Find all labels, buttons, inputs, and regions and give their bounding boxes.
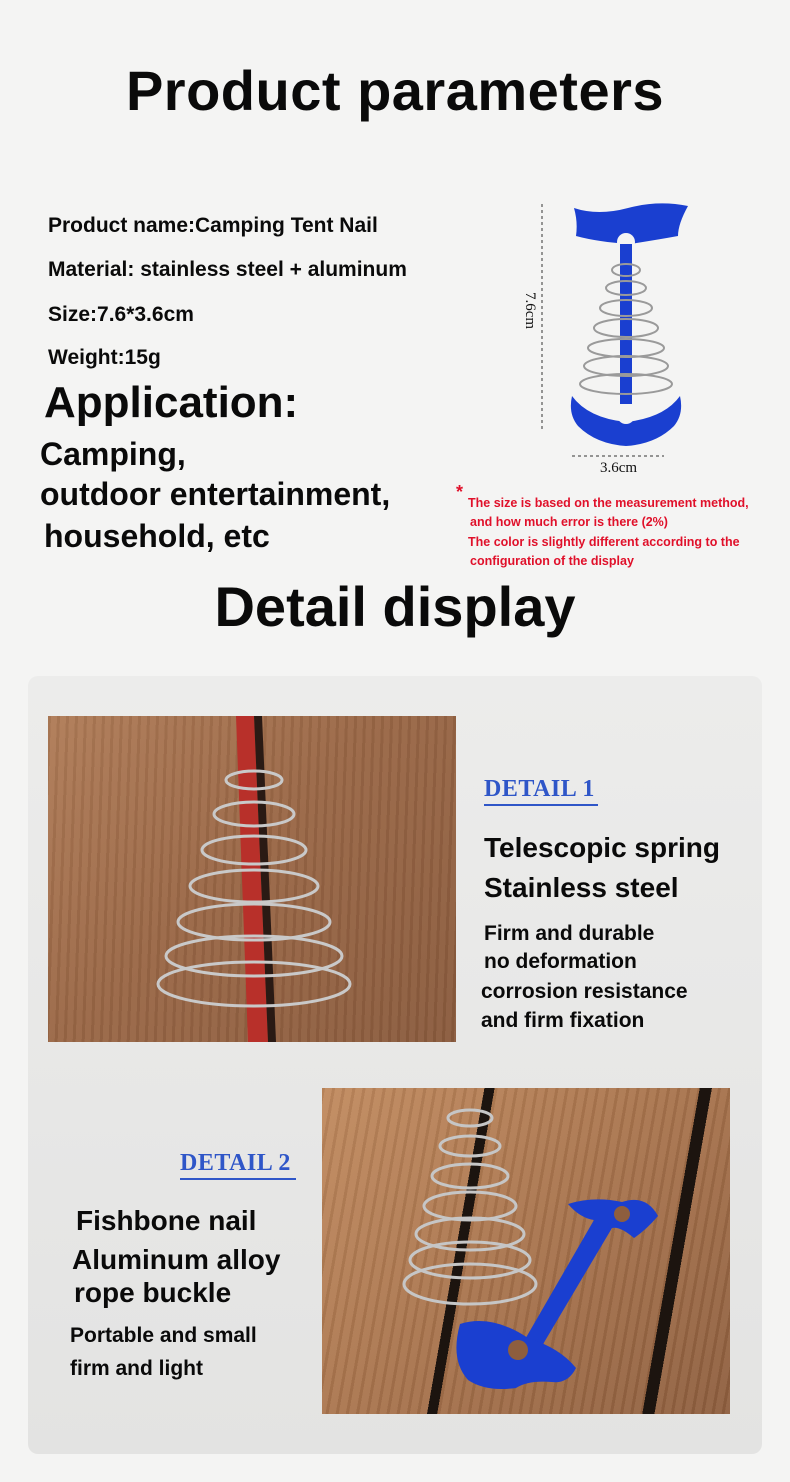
note-asterisk: *: [456, 482, 464, 502]
detail-2-main-line: rope buckle: [74, 1277, 232, 1308]
detail-1-sub-line: Firm and durable: [484, 922, 655, 945]
detail-2-main-line: Fishbone nail: [76, 1205, 257, 1236]
application-heading: Application:: [44, 378, 299, 427]
width-dimension-label: 3.6cm: [600, 460, 638, 476]
detail-2-underline: [180, 1178, 296, 1180]
detail-1-underline: [484, 804, 598, 806]
spec-weight: Weight:15g: [48, 346, 161, 369]
detail-1-tag: DETAIL 1: [484, 776, 595, 802]
page-title: Product parameters: [125, 59, 665, 122]
detail-2-sub-line: Portable and small: [70, 1324, 257, 1347]
note-line: The color is slightly different according to the: [468, 535, 740, 549]
height-dimension-label: 7.6cm: [522, 292, 538, 330]
detail-1-main-line: Stainless steel: [484, 872, 679, 903]
detail-2-tag: DETAIL 2: [180, 1150, 291, 1176]
detail-display-heading: Detail display: [214, 575, 576, 638]
detail-1-main-line: Telescopic spring: [484, 832, 720, 863]
spec-product-name: Product name:Camping Tent Nail: [48, 214, 378, 237]
product-dimension-figure: [538, 200, 698, 480]
detail-1-sub-line: and firm fixation: [481, 1009, 645, 1032]
note-line: and how much error is there (2%): [470, 515, 668, 529]
spring-photo-illustration: [48, 716, 456, 1042]
detail-2-sub-line: firm and light: [70, 1357, 203, 1380]
application-line: Camping,: [40, 436, 186, 472]
detail-1-sub-line: no deformation: [484, 950, 637, 973]
note-line: The size is based on the measurement method,: [468, 496, 749, 510]
fishbone-photo-illustration: [322, 1088, 730, 1414]
detail-2-main-line: Aluminum alloy: [72, 1244, 281, 1275]
spring-detail-photo: [48, 716, 456, 1042]
spec-material: Material: stainless steel + aluminum: [48, 258, 407, 281]
spec-size: Size:7.6*3.6cm: [48, 303, 194, 326]
application-line: outdoor entertainment,: [40, 476, 391, 512]
detail-1-sub-line: corrosion resistance: [481, 980, 688, 1003]
application-line: household, etc: [44, 518, 270, 554]
fishbone-nail-detail-photo: [322, 1088, 730, 1414]
tent-nail-illustration: [538, 200, 698, 480]
note-line: configuration of the display: [470, 554, 634, 568]
